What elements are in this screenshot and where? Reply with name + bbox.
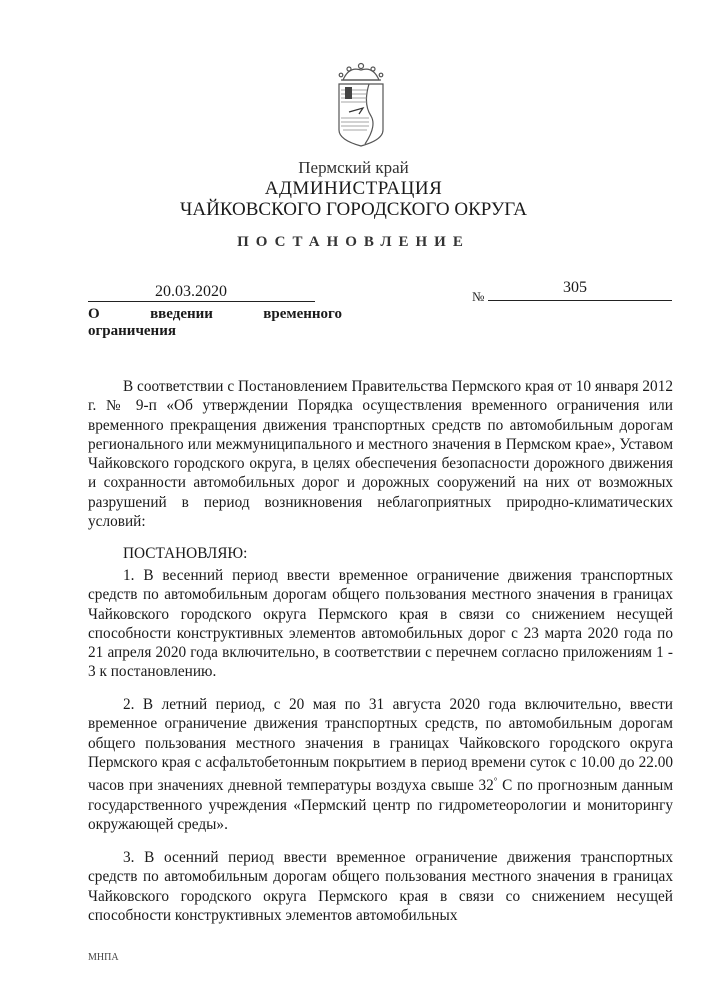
item-2-text-b: С по прогнозным данным государственного учреждения «Пермский центр по гидрометеорологии и мониторингу окружающей среды». xyxy=(88,777,674,833)
subject-line-2: ограничения xyxy=(88,323,176,339)
okrug-title: ЧАЙКОВСКОГО ГОРОДСКОГО ОКРУГА xyxy=(180,199,527,220)
item-2-paragraph xyxy=(88,695,673,834)
document-date: 20.03.2020 xyxy=(155,283,227,300)
subject-line-1: О введении временного xyxy=(88,306,342,322)
document-type-title: ПОСТАНОВЛЕНИЕ xyxy=(237,234,470,250)
date-underline xyxy=(88,301,315,302)
footer-mark: МНПА xyxy=(88,952,119,963)
item-1-text: 1. В весенний период ввести временное ограничение движения транспортных средств по автомобильным дорогам общего пользования местного значения в границах Чайковского городского округа Пермского края в связи со снижением несущей способности конструктивных элементов автомобильных дорог с 23 марта 2020 года по 21 апреля 2020 года включительно, в соответствии с перечнем согласно приложениям 1 - 3 к постановлению. xyxy=(88,567,673,681)
intro-paragraph xyxy=(88,377,673,531)
decree-paragraph xyxy=(88,544,673,563)
degree-sign: ° xyxy=(493,776,498,787)
number-sign: № xyxy=(472,289,485,304)
item-1-paragraph xyxy=(88,566,673,682)
item-2-text xyxy=(88,695,673,834)
intro-text: В соответствии с Постановлением Правительства Пермского края от 10 января 2012 г. № 9-п «Об утверждении Порядка осуществления временного ограничения или временного прекращения движения транспортных средств по автомобильным дорогам регионального или межмуниципального и местного значения в Пермском крае», Уставом Чайковского городского округа, в целях обеспечения безопасности дорожного движения и сохранности автомобильных дорог и дорожных сооружений на них от возможных разрушений в период возникновения неблагоприятных природно-климатических условий: xyxy=(88,378,673,531)
administration-title: АДМИНИСТРАЦИЯ xyxy=(264,178,443,199)
region-name: Пермский край xyxy=(298,158,409,177)
item-2-text-a: 2. В летний период, с 20 мая по 31 августа 2020 года включительно, ввести временное ограничение движения транспортных средств, по автомобильным дорогам общего пользования местного значения в границах Чайковского городского округа Пермского края с асфальтобетонным покрытием в период времени суток с 10.00 до 22.00 часов при значениях дневной температуры воздуха свыше 32 xyxy=(88,696,673,795)
coat-of-arms-icon xyxy=(329,60,393,148)
item-3-text: 3. В осенний период ввести временное ограничение движения транспортных средств по автомобильным дорогам общего пользования местного значения в границах Чайковского городского округа Пермского края в связи со снижением несущей способности конструктивных элементов автомобильных xyxy=(88,849,673,924)
number-underline xyxy=(488,300,672,301)
document-number: 305 xyxy=(563,279,587,296)
item-3-paragraph xyxy=(88,848,673,925)
decree-text: ПОСТАНОВЛЯЮ: xyxy=(123,545,248,562)
